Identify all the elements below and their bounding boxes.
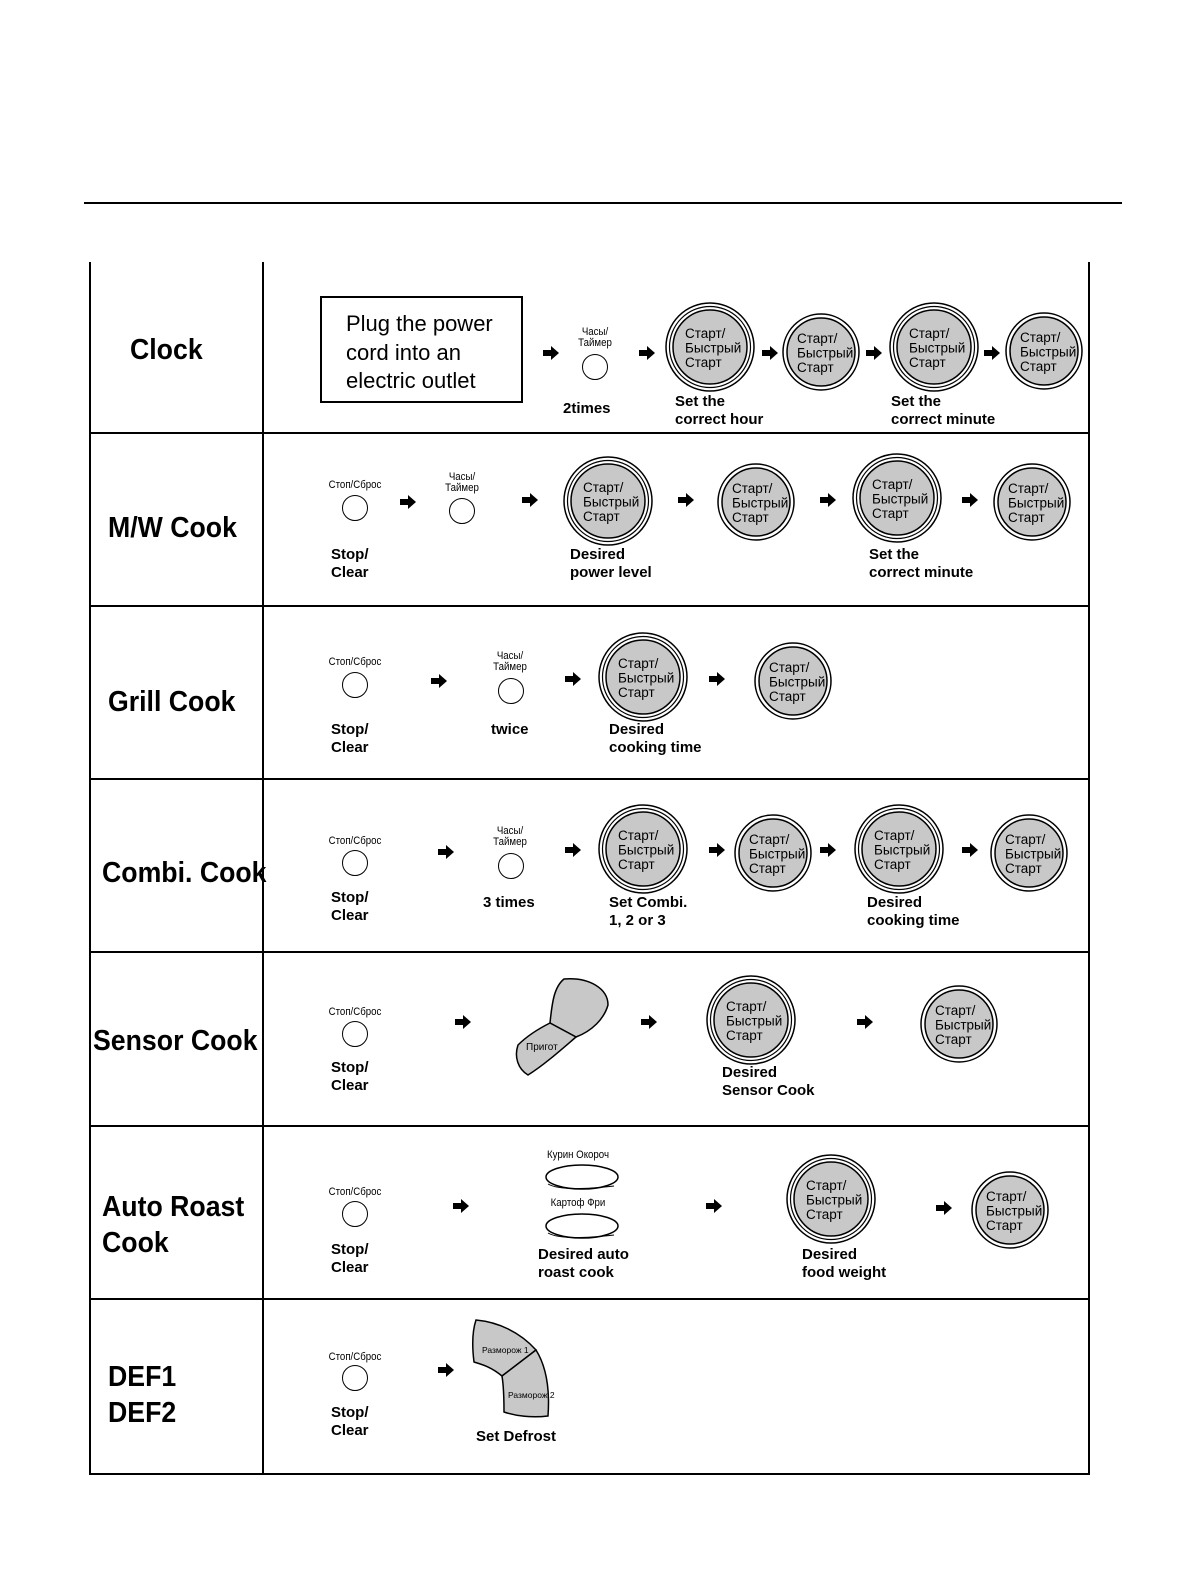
start-button-label: Быстрый <box>726 1013 783 1029</box>
caption-desired-cooking-time: Desired cooking time <box>609 721 702 756</box>
defrost-keys <box>470 1316 560 1424</box>
start-button-label: Быстрый <box>806 1192 863 1208</box>
arrow-icon <box>936 1201 952 1215</box>
plug-power-text: Plug the power cord into an electric outlet <box>346 311 493 393</box>
stop-clear-label: Стоп/Сброс <box>328 479 382 491</box>
start-quick-start-button[interactable] <box>786 1154 876 1249</box>
caption-set-defrost: Set Defrost <box>476 1428 557 1445</box>
arrow-icon <box>709 843 725 857</box>
caption-desired-food-weight: Desired food weight <box>802 1246 887 1281</box>
caption-set-combi: Set Combi. 1, 2 or 3 <box>609 894 688 929</box>
caption-2times: 2times <box>563 400 611 417</box>
row-label-clock: Clock <box>130 334 203 366</box>
start-button-label: Быстрый <box>769 674 826 690</box>
start-button-label: Быстрый <box>797 345 854 361</box>
start-button-label: Старт <box>797 360 834 375</box>
start-button-label: Быстрый <box>935 1017 992 1033</box>
arrow-icon <box>400 495 416 509</box>
arrow-icon <box>431 674 447 688</box>
start-quick-start-button[interactable] <box>854 804 944 899</box>
stop-clear-button[interactable] <box>342 672 368 698</box>
start-quick-start-button[interactable] <box>1005 312 1083 395</box>
start-button-label: Старт <box>1020 359 1057 374</box>
start-quick-start-button[interactable] <box>782 313 860 396</box>
start-button-label: Быстрый <box>749 846 806 862</box>
stop-clear-button[interactable] <box>342 850 368 876</box>
arrow-icon <box>706 1199 722 1213</box>
clock-timer-button[interactable] <box>449 498 475 524</box>
start-quick-start-button[interactable] <box>598 632 688 727</box>
chicken-legs-button[interactable] <box>546 1165 618 1189</box>
row-divider <box>89 1125 1088 1127</box>
start-button-label: Старт/ <box>732 481 773 496</box>
row-divider <box>89 1298 1088 1300</box>
start-button-label: Старт/ <box>583 480 624 495</box>
caption-stop-clear: Stop/ Clear <box>331 1241 369 1276</box>
stop-clear-button[interactable] <box>342 1021 368 1047</box>
arrow-icon <box>565 843 581 857</box>
arrow-icon <box>857 1015 873 1029</box>
start-button-label: Быстрый <box>872 491 929 507</box>
defrost2-label: Разморож 2 <box>508 1390 555 1400</box>
start-button-label: Старт/ <box>749 832 790 847</box>
caption-desired-cooking-time: Desired cooking time <box>867 894 960 929</box>
fries-label: Картоф Фри <box>550 1197 606 1209</box>
start-button-label: Старт <box>685 355 722 370</box>
caption-stop-clear: Stop/ Clear <box>331 1059 369 1094</box>
caption-desired-auto-roast: Desired auto roast cook <box>538 1246 629 1281</box>
clock-timer-button[interactable] <box>498 678 524 704</box>
row-label-mw-cook: M/W Cook <box>108 512 237 544</box>
clock-timer-label: Часы/ Таймер <box>493 825 527 848</box>
row-divider <box>89 432 1088 434</box>
start-quick-start-button[interactable] <box>920 985 998 1068</box>
start-button-label: Быстрый <box>583 494 640 510</box>
stop-clear-label: Стоп/Сброс <box>328 1186 382 1198</box>
start-button-label: Старт/ <box>935 1003 976 1018</box>
start-button-label: Старт/ <box>1008 481 1049 496</box>
start-quick-start-button[interactable] <box>665 302 755 397</box>
start-button-label: Старт <box>726 1028 763 1043</box>
start-button-label: Быстрый <box>1005 846 1062 862</box>
start-button-label: Старт <box>618 857 655 872</box>
clock-timer-button[interactable] <box>582 354 608 380</box>
caption-stop-clear: Stop/ Clear <box>331 1404 369 1439</box>
start-button-label: Быстрый <box>986 1203 1043 1219</box>
arrow-icon <box>641 1015 657 1029</box>
start-button-label: Старт <box>935 1032 972 1047</box>
start-button-label: Старт/ <box>685 326 726 341</box>
arrow-icon <box>455 1015 471 1029</box>
clock-timer-button[interactable] <box>498 853 524 879</box>
arrow-icon <box>522 493 538 507</box>
arrow-icon <box>565 672 581 686</box>
start-button-label: Быстрый <box>618 670 675 686</box>
row-label-auto-roast-cook: Auto Roast Cook <box>102 1191 245 1259</box>
row-label-combi-cook: Combi. Cook <box>102 857 267 889</box>
header-rule <box>84 202 1122 204</box>
row-divider <box>89 951 1088 953</box>
row-divider <box>89 778 1088 780</box>
start-button-label: Старт/ <box>797 331 838 346</box>
start-quick-start-button[interactable] <box>971 1171 1049 1254</box>
caption-set-correct-hour: Set the correct hour <box>675 393 764 428</box>
start-button-label: Быстрый <box>874 842 931 858</box>
clock-timer-label: Часы/ Таймер <box>578 326 612 349</box>
row-label-sensor-cook: Sensor Cook <box>93 1025 258 1057</box>
start-button-label: Старт/ <box>1020 330 1061 345</box>
caption-twice: twice <box>491 721 529 738</box>
start-button-label: Старт/ <box>806 1178 847 1193</box>
arrow-icon <box>762 346 778 360</box>
start-button-label: Старт/ <box>726 999 767 1014</box>
chicken-legs-label: Курин Окороч <box>546 1149 610 1161</box>
arrow-icon <box>639 346 655 360</box>
start-quick-start-button[interactable] <box>717 463 795 546</box>
fries-button[interactable] <box>546 1214 618 1238</box>
clock-timer-label: Часы/ Таймер <box>493 650 527 673</box>
caption-stop-clear: Stop/ Clear <box>331 546 369 581</box>
caption-set-correct-minute: Set the correct minute <box>869 546 974 581</box>
start-button-label: Старт <box>769 689 806 704</box>
clock-timer-label: Часы/ Таймер <box>445 471 479 494</box>
start-button-label: Старт <box>806 1207 843 1222</box>
start-quick-start-button[interactable] <box>852 453 942 548</box>
arrow-icon <box>962 493 978 507</box>
start-quick-start-button[interactable] <box>754 642 832 725</box>
start-button-label: Старт <box>909 355 946 370</box>
arrow-icon <box>820 493 836 507</box>
start-quick-start-button[interactable] <box>734 814 812 897</box>
caption-stop-clear: Stop/ Clear <box>331 721 369 756</box>
stop-clear-button[interactable] <box>342 1201 368 1227</box>
start-button-label: Старт <box>872 506 909 521</box>
start-button-label: Старт <box>874 857 911 872</box>
start-button-label: Старт <box>986 1218 1023 1233</box>
arrow-icon <box>438 845 454 859</box>
row-label-grill-cook: Grill Cook <box>108 686 236 718</box>
stop-clear-button[interactable] <box>342 495 368 521</box>
start-button-label: Быстрый <box>732 495 789 511</box>
arrow-icon <box>962 843 978 857</box>
defrost1-label: Разморож 1 <box>482 1345 529 1355</box>
stop-clear-label: Стоп/Сброс <box>328 1351 382 1363</box>
arrow-icon <box>678 493 694 507</box>
start-button-label: Быстрый <box>1008 495 1065 511</box>
stop-clear-label: Стоп/Сброс <box>328 835 382 847</box>
caption-3-times: 3 times <box>483 894 535 911</box>
start-button-label: Старт/ <box>872 477 913 492</box>
start-button-label: Старт <box>749 861 786 876</box>
arrow-icon <box>438 1363 454 1377</box>
cook-key-button[interactable] <box>512 975 612 1080</box>
start-button-label: Быстрый <box>909 340 966 356</box>
start-button-label: Быстрый <box>1020 344 1077 360</box>
arrow-icon <box>866 346 882 360</box>
start-button-label: Старт <box>1008 510 1045 525</box>
start-quick-start-button[interactable] <box>889 302 979 397</box>
arrow-icon <box>984 346 1000 360</box>
start-button-label: Быстрый <box>618 842 675 858</box>
stop-clear-button[interactable] <box>342 1365 368 1391</box>
start-quick-start-button[interactable] <box>990 814 1068 897</box>
start-button-label: Старт/ <box>909 326 950 341</box>
start-button-label: Старт/ <box>986 1189 1027 1204</box>
arrow-icon <box>543 346 559 360</box>
start-quick-start-button[interactable] <box>993 463 1071 546</box>
row-label-defrost: DEF1 DEF2 <box>108 1361 177 1429</box>
start-button-label: Старт <box>1005 861 1042 876</box>
plug-power-note <box>320 296 523 403</box>
start-button-label: Старт/ <box>618 828 659 843</box>
arrow-icon <box>709 672 725 686</box>
caption-stop-clear: Stop/ Clear <box>331 889 369 924</box>
caption-desired-sensor-cook: Desired Sensor Cook <box>722 1064 815 1099</box>
cook-key-label: Пригот <box>526 1042 558 1053</box>
start-button-label: Старт/ <box>1005 832 1046 847</box>
arrow-icon <box>820 843 836 857</box>
arrow-icon <box>453 1199 469 1213</box>
stop-clear-label: Стоп/Сброс <box>328 656 382 668</box>
start-button-label: Быстрый <box>685 340 742 356</box>
start-button-label: Старт/ <box>618 656 659 671</box>
caption-desired-power-level: Desired power level <box>570 546 652 581</box>
start-button-label: Старт <box>732 510 769 525</box>
start-button-label: Старт <box>583 509 620 524</box>
start-button-label: Старт/ <box>874 828 915 843</box>
caption-set-correct-minute: Set the correct minute <box>891 393 996 428</box>
start-button-label: Старт <box>618 685 655 700</box>
start-quick-start-button[interactable] <box>598 804 688 899</box>
start-button-label: Старт/ <box>769 660 810 675</box>
start-quick-start-button[interactable] <box>706 975 796 1070</box>
stop-clear-label: Стоп/Сброс <box>328 1006 382 1018</box>
start-quick-start-button[interactable] <box>563 456 653 551</box>
row-divider <box>89 605 1088 607</box>
